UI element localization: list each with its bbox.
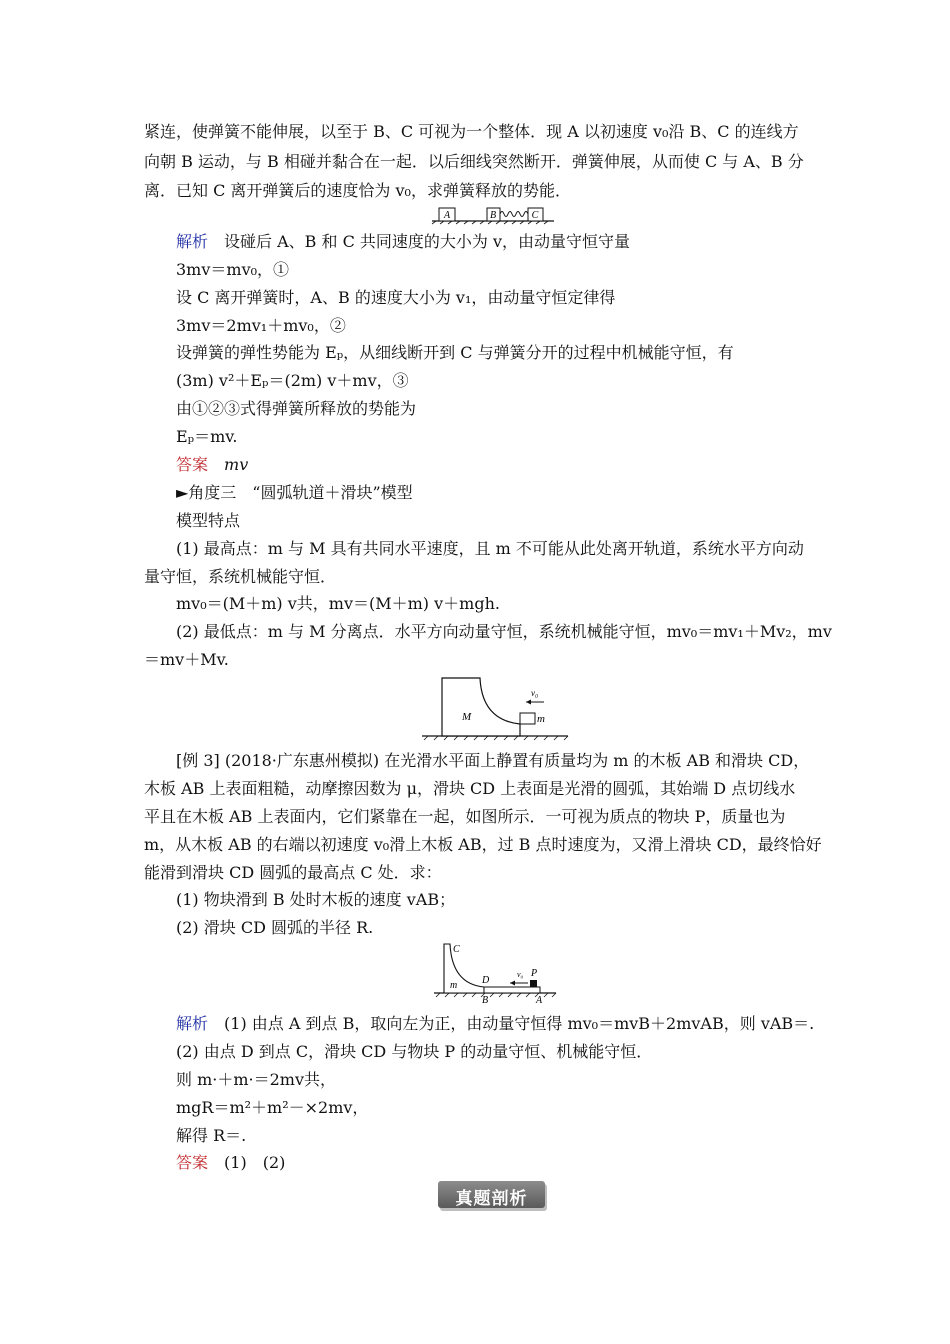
solution-text: (1) 由点 A 到点 B，取向左为正，由动量守恒得 mv₀＝mvB＋2mvAB，则 vAB＝.: [224, 1014, 815, 1033]
equation-line: 3mv＝2mv₁＋mv₀，②: [176, 316, 346, 335]
label-m: m: [450, 980, 458, 991]
text-line: 由①②③式得弹簧所释放的势能为: [176, 399, 417, 418]
answer-label: 答案: [176, 455, 209, 474]
text-line: 离．已知 C 离开弹簧后的速度恰为 v₀，求弹簧释放的势能．: [144, 181, 571, 200]
text-line: 向朝 B 运动，与 B 相碰并黏合在一起．以后细线突然断开．弹簧伸展，从而使 C 与 A、B 分: [144, 152, 804, 171]
section-banner-title: 真题剖析: [455, 1189, 528, 1209]
figure-board-slider: [432, 940, 558, 1006]
solution-label: 解析: [176, 1014, 209, 1033]
label-b: B: [482, 995, 489, 1006]
slider-mass-label: m: [537, 713, 545, 725]
track-mass-label: M: [462, 711, 472, 723]
section-banner: [438, 1181, 545, 1208]
answer-line: [176, 1153, 285, 1173]
text-line: 设 C 离开弹簧时，A、B 的速度大小为 v₁，由动量守恒定律得: [176, 288, 616, 307]
board-ab: [484, 987, 540, 993]
solution-line: [176, 1014, 814, 1034]
text-line: 紧连，使弹簧不能伸展，以至于 B、C 可视为一个整体．现 A 以初速度 v₀沿 B、C 的连线方: [144, 122, 799, 141]
equation-line: ＝mv＋Mv.: [144, 650, 229, 669]
answer-label: 答案: [176, 1153, 209, 1172]
equation-line: (3m) v²＋Eₚ＝(2m) v＋mv，③: [176, 371, 409, 390]
velocity-label: v₀: [531, 688, 539, 698]
question-item: (1) 物块滑到 B 处时木板的速度 vAB；: [176, 890, 456, 909]
text-line: 平且在木板 AB 上表面内，它们紧靠在一起，如图所示．一可视为质点的物块 P，质量也为: [144, 807, 786, 826]
section-heading: ►角度三 “圆弧轨道＋滑块”模型: [176, 483, 413, 502]
slider-block: [520, 713, 535, 724]
answer-text: (1) (2): [224, 1153, 286, 1172]
question-item: (2) 滑块 CD 圆弧的半径 R.: [176, 918, 374, 937]
label-p: P: [531, 968, 538, 979]
equation-line: mv₀＝(M＋m) v共，mv＝(M＋m) v＋mgh.: [176, 594, 500, 613]
equation-line: 则 m·＋m·＝2mv共，: [176, 1070, 336, 1089]
answer-line: [176, 455, 248, 475]
block-b-label: B: [489, 210, 497, 221]
text-line: 量守恒，系统机械能守恒．: [144, 567, 337, 586]
p-velocity-label: v₀: [517, 970, 524, 979]
text-line: (2) 最低点：m 与 M 分离点．水平方向动量守恒，系统机械能守恒，mv₀＝mv₁＋Mv₂，mv: [176, 622, 832, 641]
figure-blocks-spring: [430, 204, 556, 224]
equation-line: mgR＝m²＋m²－×2mv，: [176, 1098, 369, 1117]
text-line: [例 3] (2018·广东惠州模拟) 在光滑水平面上静置有质量均为 m 的木板 AB 和滑块 CD，: [176, 751, 810, 770]
text-line: m，从木板 AB 的右端以初速度 v₀滑上木板 AB，过 B 点时速度为，又滑上滑块 CD，最终恰好: [144, 835, 822, 854]
spring: [500, 212, 528, 217]
label-c: C: [453, 944, 460, 955]
text-line: 设弹簧的弹性势能为 Eₚ，从细线断开到 C 与弹簧分开的过程中机械能守恒，有: [176, 343, 734, 362]
subheading: 模型特点: [176, 511, 241, 530]
figure-arc-track: [420, 676, 570, 742]
label-a: A: [536, 995, 543, 1006]
block-c-label: C: [531, 210, 539, 221]
solution-line: [176, 232, 630, 252]
block-a-label: A: [443, 210, 451, 221]
arc-track-block: [442, 678, 520, 736]
text-line: (2) 由点 D 到点 C，滑块 CD 与物块 P 的动量守恒、机械能守恒．: [176, 1042, 653, 1061]
text-line: 能滑到滑块 CD 圆弧的最高点 C 处．求：: [144, 863, 442, 882]
solution-text: 设碰后 A、B 和 C 共同速度的大小为 v，由动量守恒守量: [224, 232, 631, 251]
equation-line: Eₚ＝mv.: [176, 427, 238, 446]
equation-line: 3mv＝mv₀，①: [176, 260, 290, 279]
equation-line: 解得 R＝.: [176, 1126, 247, 1145]
text-line: (1) 最高点：m 与 M 具有共同水平速度，且 m 不可能从此处离开轨道，系统水平方向动: [176, 539, 804, 558]
label-d: D: [482, 975, 490, 986]
answer-text: mv: [224, 455, 249, 474]
text-line: 木板 AB 上表面粗糙，动摩擦因数为 μ，滑块 CD 上表面是光滑的圆弧，其始端 D 点切线水: [144, 779, 796, 798]
solution-label: 解析: [176, 232, 209, 251]
block-p: [530, 980, 537, 987]
